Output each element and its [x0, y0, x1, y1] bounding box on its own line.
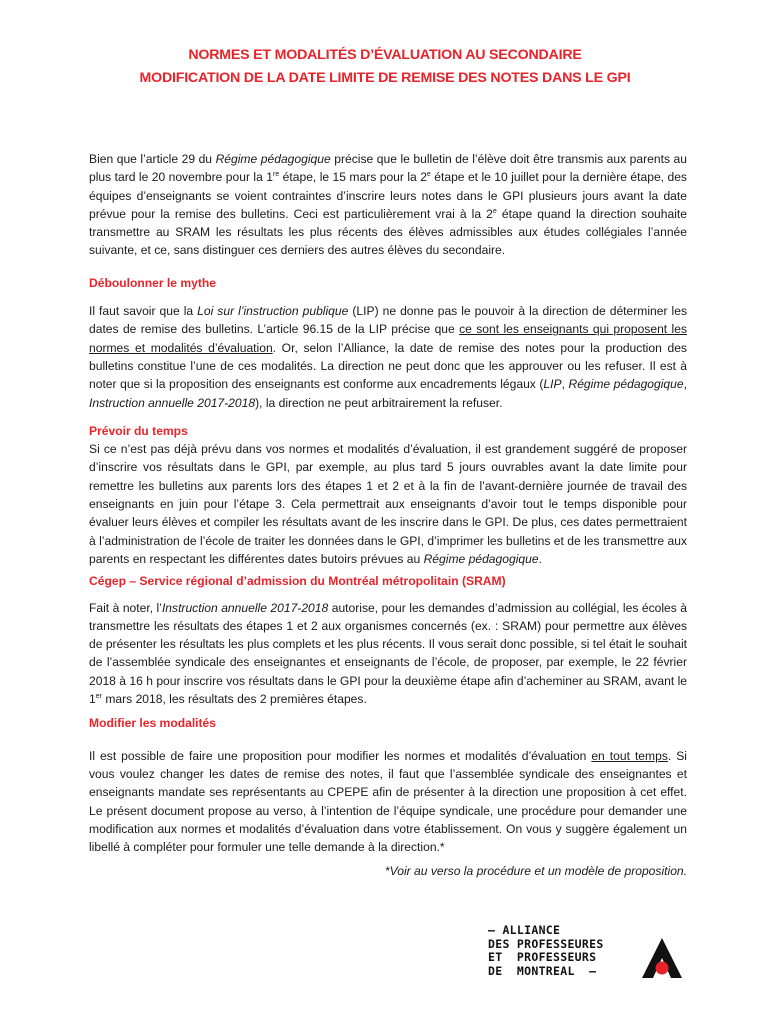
logo-line-3: ET PROFESSEURS [488, 950, 597, 964]
alliance-logo [488, 924, 688, 984]
logo-line-1: — ALLIANCE [488, 923, 561, 937]
section-temps-paragraph: Si ce n’est pas déjà prévu dans vos normes et modalités d’évaluation, il est grandement suggéré de proposer d’inscrire vos résultats dans le GPI, par exemple, au plus tard 5 jours ouvrables avant la date limite pour remettre les bulletins aux parents lors des étapes 1 et 2 et à la fin de l’avant-dernière journée de travail des enseignants en juin pour l’étape 3. Cela permettrait aux enseignants d’avoir tout le temps disponible pour évaluer leurs élèves et compiler les résultats avant de les inscrire dans le GPI. De plus, ces dates permettraient à l’administration de l’école de traiter les données dans le GPI, d’imprimer les bulletins et de les transmettre aux parents en respectant les différentes dates butoirs prévues au Régime pédagogique. [89, 442, 687, 566]
alliance-a-icon [640, 936, 684, 980]
footnote: *Voir au verso la procédure et un modèle de proposition. [384, 864, 687, 879]
section-heading-mythe: Déboulonner le mythe [89, 275, 217, 290]
page-subtitle: MODIFICATION DE LA DATE LIMITE DE REMISE DES NOTES DANS LE GPI [139, 70, 631, 86]
logo-line-4: DE MONTREAL — [488, 963, 597, 978]
section-mythe-paragraph: Il faut savoir que la Loi sur l’instruction publique (LIP) ne donne pas le pouvoir à la direction de déterminer les dates de remise des bulletins. L’article 96.15 de la LIP précise que ce sont les enseignants qui proposent les normes et modalités d’évaluation. Or, selon l’Alliance, la date de remise des notes pour la production des bulletins constitue l’une de ces modalités. La direction ne peut donc que les approuver ou les refuser. Il est à noter que si la proposition des enseignants est conforme aux encadrements légaux (LIP, Régime pédagogique, Instruction annuelle 2017-2018), la direction ne peut arbitrairement la refuser. [89, 304, 687, 410]
page-title: NORMES ET MODALITÉS D’ÉVALUATION AU SECONDAIRE [188, 47, 582, 63]
section-sram-paragraph: Fait à noter, l’Instruction annuelle 2017-2018 autorise, pour les demandes d’admission au collégial, les écoles à transmettre les résultats des étapes 1 et 2 aux organismes concernés (ex. : SRAM) pour permettre aux élèves de présenter les résultats les plus complets et les plus récents. Il vous serait donc possible, si tel était le souhait de l’assemblée syndicale des enseignantes et enseignants de l’école, de proposer, par exemple, le 22 février 2018 à 16 h pour inscrire vos résultats dans le GPI pour la deuxième étape afin d’acheminer au SRAM, avant le 1er mars 2018, les résultats des 2 premières étapes. [89, 600, 688, 707]
section-heading-temps: Prévoir du temps [89, 423, 188, 438]
logo-text [488, 924, 604, 978]
intro-paragraph: Bien que l’article 29 du Régime pédagogique précise que le bulletin de l’élève doit être transmis aux parents au plus tard le 20 novembre pour la 1re étape, le 15 mars pour la 2e étape et le 10 juillet pour la dernière étape, des équipes d’enseignants se voient contraintes d’inscrire leurs notes dans le GPI plusieurs jours avant la date prévue pour la remise des bulletins. Ceci est particulièrement vrai à la 2e étape quand la direction souhaite transmettre au SRAM les résultats les plus récents des élèves admissibles aux études collégiales l’année suivante, et ce, sans distinguer ces derniers des autres élèves du secondaire. [89, 152, 687, 258]
section-heading-sram: Cégep – Service régional d’admission du Montréal métropolitain (SRAM) [89, 574, 506, 589]
logo-line-2: DES PROFESSEURES [488, 936, 604, 951]
section-modalites-paragraph: Il est possible de faire une proposition pour modifier les normes et modalités d’évaluation en tout temps. Si vous voulez changer les dates de remise des notes, il faut que l’assemblée syndicale des enseignantes et enseignants mandate ses représentants au CPEPE afin de présenter à la direction une proposition à cet effet. Le présent document propose au verso, à l’intention de l’équipe syndicale, une procédure pour demander une modification aux normes et modalités d’évaluation dans votre établissement. On vous y suggère également un libellé à compléter pour formuler une telle demande à la direction.* [89, 748, 687, 855]
document-body [89, 150, 687, 881]
section-heading-modalites: Modifier les modalités [89, 716, 217, 731]
